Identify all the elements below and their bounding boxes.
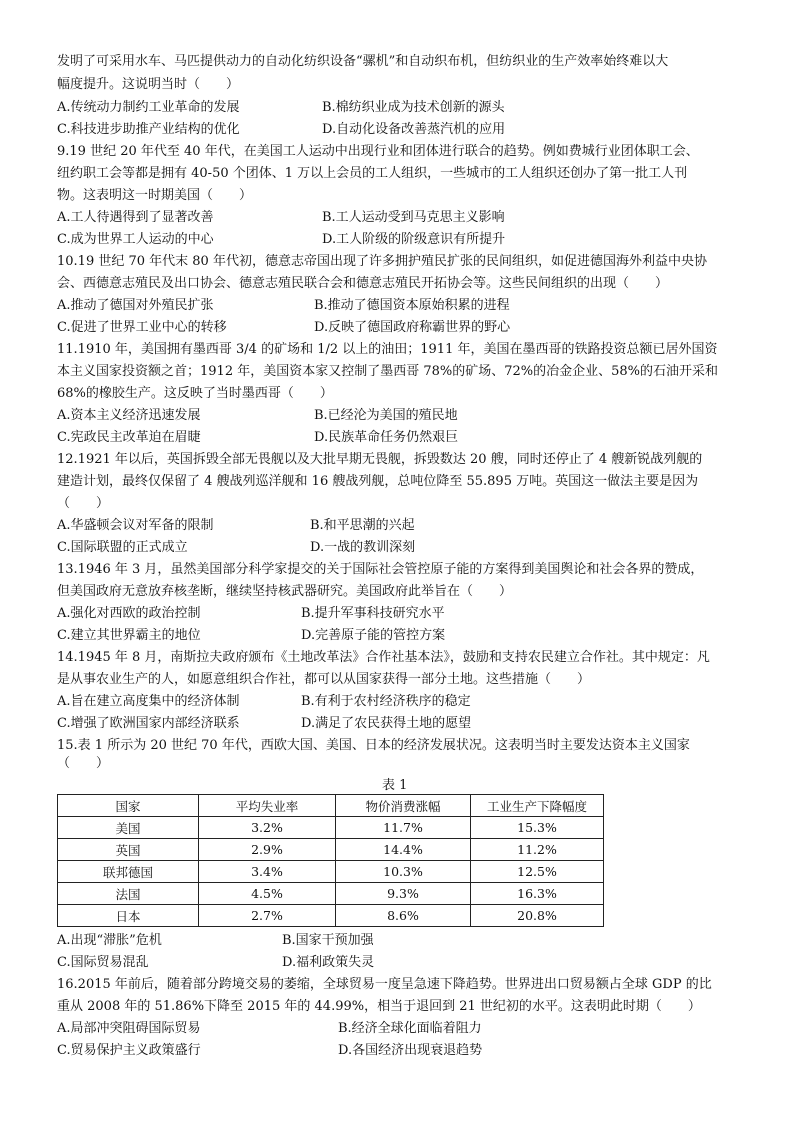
table-cell: 2.9% — [199, 839, 336, 861]
economy-table — [57, 794, 604, 927]
table-row — [58, 883, 604, 905]
table-cell: 14.4% — [336, 839, 471, 861]
table-header: 平均失业率 — [199, 795, 336, 817]
q11-stem-line1: 11.1910 年，美国拥有墨西哥 3/4 的矿场和 1/2 以上的油田；1911 年，美国在墨西哥的铁路投资总额已居外国资 — [57, 342, 718, 357]
table-row — [58, 905, 604, 927]
q16-option-c: C.贸易保护主义政策盛行 — [57, 1043, 201, 1058]
q15-option-b: B.国家干预加强 — [282, 933, 374, 948]
q11-stem-line2: 本主义国家投资额之首；1912 年，美国资本家又控制了墨西哥 78%的矿场、72%的冶金企业、58%的石油开采和 — [57, 364, 719, 379]
q13-stem-line1: 13.1946 年 3 月，虽然美国部分科学家提交的关于国际社会管控原子能的方案得到美国舆论和社会各界的赞成， — [57, 562, 704, 577]
q14-option-b: B.有利于农村经济秩序的稳定 — [301, 694, 471, 709]
q12-option-c: C.国际联盟的正式成立 — [57, 540, 188, 555]
table-cell: 美国 — [58, 817, 199, 839]
q13-option-b: B.提升军事科技研究水平 — [301, 606, 445, 621]
table-caption: 表 1 — [382, 778, 408, 793]
q11-stem-line3: 68%的橡胶生产。这反映了当时墨西哥（ ） — [57, 386, 333, 401]
q12-stem-line3: （ ） — [57, 496, 110, 511]
table-cell: 联邦德国 — [58, 861, 199, 883]
q11-option-b: B.已经沦为美国的殖民地 — [314, 408, 458, 423]
q15-stem-line2: （ ） — [57, 756, 110, 771]
table-row — [58, 817, 604, 839]
q11-option-d: D.民族革命任务仍然艰巨 — [314, 430, 459, 445]
table-cell: 法国 — [58, 883, 199, 905]
table-header-row — [58, 795, 604, 817]
q13-option-c: C.建立其世界霸主的地位 — [57, 628, 201, 643]
q15-option-d: D.福利政策失灵 — [282, 955, 375, 970]
table-cell: 11.2% — [471, 839, 604, 861]
q10-stem-line1: 10.19 世纪 70 年代末 80 年代初，德意志帝国出现了许多拥护殖民扩张的民间组织，如促进德国海外利益中央协 — [57, 254, 707, 269]
q8-option-b: B.棉纺织业成为技术创新的源头 — [322, 100, 505, 115]
table-cell: 11.7% — [336, 817, 471, 839]
table-cell: 8.6% — [336, 905, 471, 927]
table-header: 物价消费涨幅 — [336, 795, 471, 817]
q12-stem-line1: 12.1921 年以后，英国拆毁全部无畏舰以及大批早期无畏舰，拆毁数达 20 艘，同时还停止了 4 艘新锐战列舰的 — [57, 452, 703, 467]
q15-option-c: C.国际贸易混乱 — [57, 955, 149, 970]
q15-option-a: A.出现“滞胀”危机 — [57, 933, 162, 948]
q11-option-c: C.宪政民主改革迫在眉睫 — [57, 430, 201, 445]
q9-option-a: A.工人待遇得到了显著改善 — [57, 210, 214, 225]
q9-stem-line1: 9.19 世纪 20 年代至 40 年代，在美国工人运动中出现行业和团体进行联合的趋势。例如费城行业团体职工会、 — [57, 144, 699, 159]
q16-stem-line2: 重从 2008 年的 51.86%下降至 2015 年的 44.99%，相当于退回到 21 世纪初的水平。这表明此时期（ ） — [57, 999, 701, 1014]
q16-option-a: A.局部冲突阻碍国际贸易 — [57, 1021, 201, 1036]
q9-stem-line2: 纽约职工会等都是拥有 40-50 个团体、1 万以上会员的工人组织，一些城市的工人组织还创办了第一批工人刊 — [57, 166, 688, 181]
q14-option-d: D.满足了农民获得土地的愿望 — [301, 716, 472, 731]
q14-option-c: C.增强了欧洲国家内部经济联系 — [57, 716, 240, 731]
q10-option-a: A.推动了德国对外殖民扩张 — [57, 298, 214, 313]
q15-stem-line1: 15.表 1 所示为 20 世纪 70 年代，西欧大国、美国、日本的经济发展状况。这表明当时主要发达资本主义国家 — [57, 738, 690, 753]
q13-stem-line2: 但美国政府无意放弃核垄断，继续坚持核武器研究。美国政府此举旨在（ ） — [57, 584, 513, 599]
q9-stem-line3: 物。这表明这一时期美国（ ） — [57, 188, 253, 203]
q12-option-b: B.和平思潮的兴起 — [310, 518, 415, 533]
table-cell: 9.3% — [336, 883, 471, 905]
table-cell: 4.5% — [199, 883, 336, 905]
q9-option-b: B.工人运动受到马克思主义影响 — [322, 210, 505, 225]
q13-option-d: D.完善原子能的管控方案 — [301, 628, 446, 643]
q8-stem-line1: 发明了可采用水车、马匹提供动力的自动化纺织设备“骡机”和自动织布机，但纺织业的生产效率始终难以大 — [57, 54, 669, 69]
q13-option-a: A.强化对西欧的政治控制 — [57, 606, 201, 621]
table-cell: 英国 — [58, 839, 199, 861]
table-cell: 12.5% — [471, 861, 604, 883]
table-row — [58, 839, 604, 861]
table-cell: 15.3% — [471, 817, 604, 839]
q12-option-d: D.一战的教训深刻 — [310, 540, 416, 555]
q10-option-c: C.促进了世界工业中心的转移 — [57, 320, 227, 335]
table-cell: 3.4% — [199, 861, 336, 883]
q14-stem-line1: 14.1945 年 8 月，南斯拉夫政府颁布《土地改革法》合作社基本法》，鼓励和支持农民建立合作社。其中规定：凡 — [57, 650, 710, 665]
table-cell: 2.7% — [199, 905, 336, 927]
table-cell: 3.2% — [199, 817, 336, 839]
q10-option-d: D.反映了德国政府称霸世界的野心 — [314, 320, 511, 335]
q8-option-a: A.传统动力制约工业革命的发展 — [57, 100, 240, 115]
q10-option-b: B.推动了德国资本原始积累的进程 — [314, 298, 510, 313]
q14-stem-line2: 是从事农业生产的人，如愿意组织合作社，都可以从国家获得一部分土地。这些措施（ ） — [57, 672, 591, 687]
q11-option-a: A.资本主义经济迅速发展 — [57, 408, 201, 423]
q10-stem-line2: 会、西德意志殖民及出口协会、德意志殖民联合会和德意志殖民开拓协会等。这些民间组织的出现（ ） — [57, 276, 669, 291]
table-header: 工业生产下降幅度 — [471, 795, 604, 817]
q12-option-a: A.华盛顿会议对军备的限制 — [57, 518, 214, 533]
q16-option-d: D.各国经济出现衰退趋势 — [338, 1043, 483, 1058]
q9-option-c: C.成为世界工人运动的中心 — [57, 232, 214, 247]
q16-option-b: B.经济全球化面临着阻力 — [338, 1021, 482, 1036]
table-cell: 16.3% — [471, 883, 604, 905]
table-header: 国家 — [58, 795, 199, 817]
q8-stem-line2: 幅度提升。这说明当时（ ） — [57, 77, 240, 92]
table-row — [58, 861, 604, 883]
q14-option-a: A.旨在建立高度集中的经济体制 — [57, 694, 240, 709]
q16-stem-line1: 16.2015 年前后，随着部分跨境交易的萎缩，全球贸易一度呈急速下降趋势。世界进出口贸易额占全球 GDP 的比 — [57, 977, 712, 992]
table-cell: 10.3% — [336, 861, 471, 883]
q12-stem-line2: 建造计划，最终仅保留了 4 艘战列巡洋舰和 16 艘战列舰，总吨位降至 55.895 万吨。英国这一做法主要是因为 — [57, 474, 699, 489]
table-cell: 日本 — [58, 905, 199, 927]
q8-option-d: D.自动化设备改善蒸汽机的应用 — [322, 122, 506, 137]
q9-option-d: D.工人阶级的阶级意识有所提升 — [322, 232, 506, 247]
q8-option-c: C.科技进步助推产业结构的优化 — [57, 122, 240, 137]
table-cell: 20.8% — [471, 905, 604, 927]
